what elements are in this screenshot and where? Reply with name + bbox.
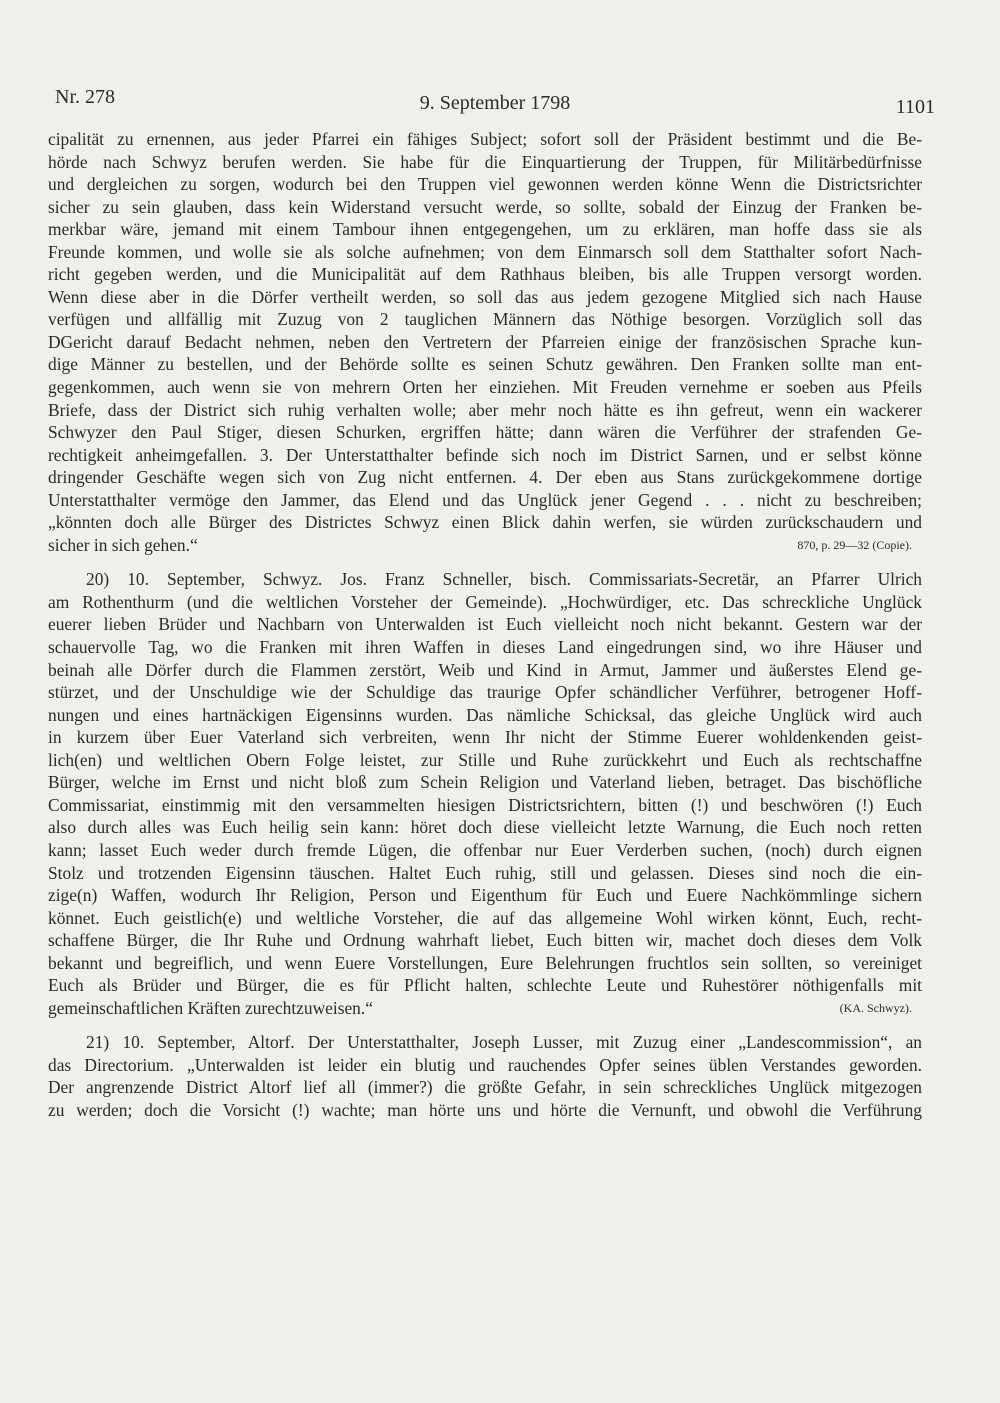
text-line: kann; lasset Euch weder durch fremde Lügen, die offenbar nur Euer Verderben suchen, (noch) durch eignen (48, 839, 922, 860)
text-line-last (48, 534, 922, 557)
text-line: euerer lieben Brüder und Nachbarn von Unterwalden ist Euch vielleicht noch nicht bekannt. Gestern war der (48, 614, 922, 635)
text-line: zu werden; doch die Vorsicht (!) wachte; man hörte uns und hörte die Vernunft, und obwohl die Verführung (48, 1099, 922, 1120)
text-line-content: sicher in sich gehen.“ (48, 534, 198, 555)
text-line: stürzet, und der Unschuldige wie der Schuldige das traurige Opfer schändlicher Verführer, betrogener Hoff- (48, 682, 922, 703)
text-line: rechtigkeit anheimgefallen. 3. Der Unterstatthalter befinde sich noch im District Sarnen, und er selbst könne (48, 444, 922, 465)
text-line: hörde nach Schwyz berufen werden. Sie habe für die Einquartierung der Truppen, für Militärbedürfnisse (48, 151, 922, 172)
text-line: also durch alles was Euch heilig sein kann: höret doch diese vielleicht letzte Warnung, die Euch noch retten (48, 817, 922, 838)
paragraph-gap (48, 556, 922, 568)
text-line: DGericht darauf Bedacht nehmen, neben den Vertretern der Pfarreien einige der französischen Sprache kun- (48, 331, 922, 352)
text-line: Briefe, dass der District sich ruhig verhalten wolle; aber mehr noch hätte es ihn gefreut, wenn ein wackerer (48, 399, 922, 420)
text-line: richt gegeben werden, und die Municipalität auf dem Rathhaus bleiben, bis alle Truppen versorgt worden. (48, 264, 922, 285)
text-line: Euch als Brüder und Bürger, die es für Pflicht halten, schlechte Leute und Ruhestörer nöthigenfalls mit (48, 975, 922, 996)
entry-heading-line: 20) 10. September, Schwyz. Jos. Franz Schneller, bisch. Commissariats-Secretär, an Pfarrer Ulrich (86, 569, 922, 590)
text-line: nungen und eines hartnäckigen Eigensinns wurden. Das nämliche Schicksal, das gleiche Unglück wird auch (48, 704, 922, 725)
text-line: lich(en) und weltlichen Obern Folge leistet, zur Stille und Ruhe zurückkehrt und Euch als rechtschaffne (48, 749, 922, 770)
text-line: Commissariat, einstimmig mit den versammelten hiesigen Districtsrichtern, bitten (!) und beschwören (!) Euch (48, 794, 922, 815)
text-line: Bürger, welche im Ernst und nicht bloß zum Schein Religion und Vaterland lieben, betraget. Das bischöfliche (48, 772, 922, 793)
text-line: in kurzem über Euer Vaterland sich verbreiten, wenn Ihr nicht der Stimme Euerer wohldenkenden geist- (48, 727, 922, 748)
text-line: dige Männer zu bestellen, und der Behörde sollte es seinen Schutz gewähren. Den Franken sollte man ent- (48, 354, 922, 375)
text-line-content: gemeinschaftlichen Kräften zurechtzuweisen.“ (48, 997, 373, 1018)
paragraph-continued (48, 128, 922, 556)
text-line: beinah alle Dörfer durch die Flammen zerstört, Weib und Kind in Armut, Jammer und äußerstes Elend ge- (48, 659, 922, 680)
text-line: Der angrenzende District Altorf lief all (immer?) die größte Gefahr, in sein schreckliches Unglück mitgezogen (48, 1077, 922, 1098)
text-line: Unterstatthalter vermöge den Jammer, das Elend und das Unglück jener Gegend . . . nicht zu beschreiben; (48, 489, 922, 510)
text-line: gegenkommen, auch wenn sie von mehrern Orten her einziehen. Mit Freuden vernehme er soeben aus Pfeils (48, 377, 922, 398)
entry-heading-line: 21) 10. September, Altorf. Der Unterstatthalter, Joseph Lusser, mit Zuzug einer „Landescommission“, an (86, 1032, 922, 1053)
text-line: sicher zu sein glauben, dass kein Widerstand versucht werde, so sollte, sobald der Einzug der Franken be- (48, 196, 922, 217)
text-line: könnet. Euch geistlich(e) und weltliche Vorsteher, die auf das allgemeine Wohl wirken könnt, Euch, recht- (48, 907, 922, 928)
text-line: und dergleichen zu sorgen, wodurch bei den Truppen viel gewonnen werden könne Wenn die Districtsrichter (48, 174, 922, 195)
source-citation: (KA. Schwyz). (839, 1000, 912, 1015)
text-line: verfügen und allfällig mit Zuzug von 2 tauglichen Männern das Nöthige besorgen. Vorzüglich soll das (48, 309, 922, 330)
header-date: 9. September 1798 (419, 92, 571, 114)
text-line-last (48, 997, 922, 1020)
text-line: cipalität zu ernennen, aus jeder Pfarrei ein fähiges Subject; sofort soll der Präsident bestimmt und die Be- (48, 129, 922, 149)
document-number: Nr. 278 (55, 86, 115, 108)
page-header (55, 86, 935, 116)
text-line: dringender Geschäfte wegen sich von Zug nicht entfernen. 4. Der eben aus Stans zurückgekommene dortige (48, 467, 922, 488)
document-entry-20 (48, 568, 922, 1019)
text-line: Stolz und trotzenden Eigensinn täuschen. Haltet Euch ruhig, still und gelassen. Dieses sind noch die ein- (48, 862, 922, 883)
page-number: 1101 (895, 96, 935, 118)
paragraph-gap (48, 1019, 922, 1031)
text-line: „könnten doch alle Bürger des Districtes Schwyz einen Blick dahin werfen, sie würden zurückschaudern und (48, 512, 922, 533)
body-text (48, 128, 922, 1122)
text-line: Schwyzer den Paul Stiger, diesen Schurken, ergriffen hätte; dann wären die Verführer der strafenden Ge- (48, 422, 922, 443)
text-line: schauervolle Tag, wo die Franken mit ihren Waffen in dieses Land eingedrungen sind, wo ihre Häuser und (48, 637, 922, 658)
text-line: Wenn diese aber in die Dörfer vertheilt werden, so soll das aus jedem gezogene Mitglied sich nach Hause (48, 286, 922, 307)
text-line: am Rothenthurm (und die weltlichen Vorsteher der Gemeinde). „Hochwürdiger, etc. Das schreckliche Unglück (48, 591, 922, 612)
text-line: merkbar wäre, jemand mit einem Tambour ihnen entgegengehen, um zu erklären, man hoffe dass sie als (48, 219, 922, 240)
document-entry-21 (48, 1031, 922, 1121)
source-citation: 870, p. 29—32 (Copie). (797, 537, 912, 552)
text-line: bekannt und begreiflich, und wenn Euere Vorstellungen, Eure Belehrungen fruchtlos sein sollten, so vereiniget (48, 952, 922, 973)
text-line: zige(n) Waffen, wodurch Ihr Religion, Person und Eigenthum für Euch und Euere Nachkömmlinge sichern (48, 885, 922, 906)
text-line: das Directorium. „Unterwalden ist leider ein blutig und rauchendes Opfer seines üblen Verstandes geworden. (48, 1054, 922, 1075)
text-line: Freunde kommen, und wolle sie als solche aufnehmen; von dem Einmarsch soll dem Statthalter sofort Nach- (48, 241, 922, 262)
text-line: schaffene Bürger, die Ihr Ruhe und Ordnung wahrhaft liebet, Euch bitten wir, machet doch dieses dem Volk (48, 930, 922, 951)
